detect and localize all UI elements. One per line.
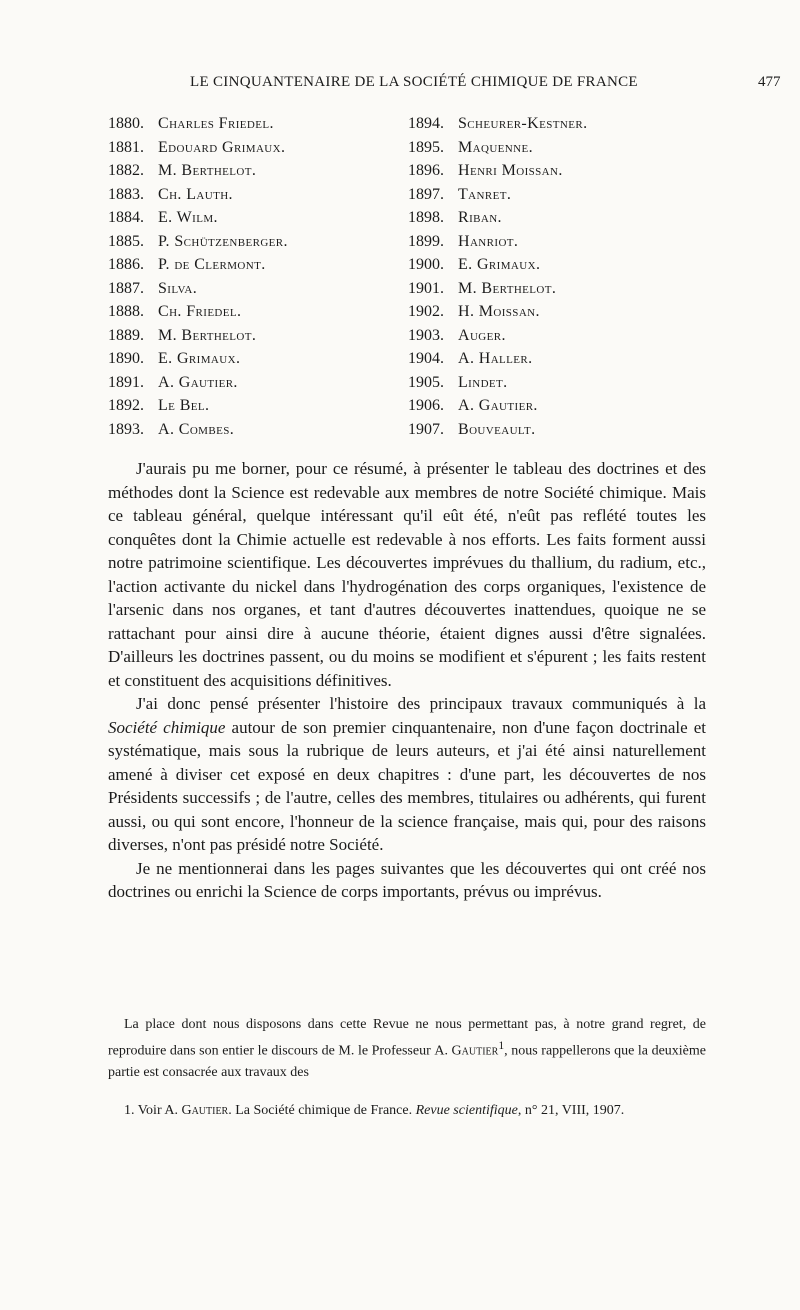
presidents-list-right (408, 112, 708, 441)
president-name: Riban. (458, 209, 502, 226)
president-name: A. Combes. (158, 420, 235, 438)
president-name: Maquenne. (458, 138, 533, 156)
list-item (108, 206, 398, 230)
list-item (108, 277, 398, 301)
president-name: Ch. Friedel. (158, 303, 242, 320)
president-name: E. Wilm. (158, 209, 218, 226)
president-name: A. Gautier. (458, 397, 538, 414)
year: 1898. (408, 209, 444, 226)
list-item (408, 159, 708, 183)
year: 1899. (408, 232, 444, 250)
president-name: Charles Friedel. (158, 115, 274, 132)
president-name: M. Berthelot. (158, 326, 257, 344)
list-item (408, 206, 708, 230)
footnote (108, 1100, 706, 1121)
main-text (108, 457, 706, 904)
president-name: Ch. Lauth. (158, 185, 233, 203)
footnote-author: Gautier (181, 1103, 229, 1118)
society-name-italic: Société chimique (108, 717, 226, 737)
page-number: 477 (758, 74, 781, 90)
footnote-paragraph (108, 1100, 706, 1121)
president-name: Hanriot. (458, 232, 519, 250)
year: 1881. (108, 138, 144, 156)
list-item (408, 300, 708, 324)
year: 1906. (408, 397, 444, 414)
president-name: M. Berthelot. (158, 162, 257, 179)
president-name: E. Grimaux. (458, 256, 541, 273)
footnote-ref: 1 (498, 1039, 505, 1052)
editorial-note (108, 1014, 706, 1083)
year: 1886. (108, 256, 144, 273)
list-item (408, 347, 708, 371)
list-item (108, 136, 398, 160)
year: 1887. (108, 279, 144, 297)
footnote-start: Voir A. (134, 1103, 182, 1118)
president-name: Edouard Grimaux. (158, 138, 286, 156)
president-name: E. Grimaux. (158, 350, 241, 367)
list-item (108, 159, 398, 183)
year: 1903. (408, 326, 444, 344)
note-author: A. Gautier (434, 1043, 499, 1059)
president-name: Silva. (158, 279, 198, 297)
note-paragraph (108, 1014, 706, 1083)
list-item (108, 394, 398, 418)
year: 1893. (108, 420, 144, 438)
footnote-title: . La Société chimique de France. (228, 1103, 416, 1118)
president-name: H. Moissan. (458, 303, 540, 320)
paragraph-2 (108, 692, 706, 857)
paragraph-1: J'aurais pu me borner, pour ce résumé, à présenter le tableau des doctrines et des méthodes dont la Science est redevable aux membres de notre Société chimique. Mais ce tableau général, quelque intéressant qu'il eût été, n'eût pas reflété toutes les conquêtes dont la Chimie actuelle est redevable à nos efforts. Les faits forment aussi notre patrimoine scientifique. Les découvertes imprévues du thallium, du radium, etc., l'action activante du nickel dans l'hydrogénation des corps organiques, l'existence de l'arsenic dans nos organes, et tant d'autres découvertes inattendues, quoique ne se rattachant pour ainsi dire à aucune théorie, étaient dignes aussi d'être signalées. D'ailleurs les doctrines passent, ou du moins se modifient et s'épurent ; les faits restent et constituent des acquisitions définitives. (108, 459, 706, 690)
list-item (108, 347, 398, 371)
president-name: Henri Moissan. (458, 162, 563, 179)
running-title: LE CINQUANTENAIRE DE LA SOCIÉTÉ CHIMIQUE DE FRANCE (190, 74, 638, 90)
president-name: Bouveault. (458, 420, 536, 438)
paragraph-3: Je ne mentionnerai dans les pages suivantes que les découvertes qui ont créé nos doctrines ou enrichi la Science de corps importants, prévus ou imprévus. (108, 858, 706, 901)
list-item (408, 324, 708, 348)
list-item (408, 230, 708, 254)
president-name: Tanret. (458, 185, 512, 203)
footnote-journal: Revue scientifique (415, 1103, 518, 1118)
paragraph-2-start: J'ai donc pensé présenter l'histoire des principaux travaux communiqués à la (136, 694, 706, 713)
list-item (108, 418, 398, 442)
list-item (408, 371, 708, 395)
note-end: , nous rappellerons que la deuxième partie est consacrée aux travaux des (108, 1043, 706, 1080)
year: 1901. (408, 279, 444, 297)
year: 1888. (108, 303, 144, 320)
president-name: Lindet. (458, 373, 508, 391)
list-item (408, 112, 708, 136)
list-item (408, 418, 708, 442)
presidents-list-left (108, 112, 398, 441)
year: 1885. (108, 232, 144, 250)
footnote-end: , n° 21, VIII, 1907. (517, 1103, 625, 1118)
list-item (108, 112, 398, 136)
year: 1902. (408, 303, 444, 320)
year: 1892. (108, 397, 144, 414)
year: 1907. (408, 420, 444, 438)
year: 1894. (408, 115, 444, 132)
list-item (108, 230, 398, 254)
president-name: P. de Clermont. (158, 256, 266, 273)
list-item (408, 277, 708, 301)
year: 1904. (408, 350, 444, 367)
year: 1896. (408, 162, 444, 179)
president-name: Auger. (458, 326, 506, 344)
year: 1905. (408, 373, 444, 391)
year: 1880. (108, 115, 144, 132)
year: 1889. (108, 326, 144, 344)
year: 1900. (408, 256, 444, 273)
paragraph-2-end: autour de son premier cinquantenaire, non d'une façon doctrinale et systématique, mais sous la rubrique de leurs auteurs, et j'ai été ainsi naturellement amené à diviser cet exposé en deux chapitres : d'une part, les découvertes de nos Présidents successifs ; de l'autre, celles des membres, titulaires ou adhérents, qui furent aussi, ou qui sont encore, l'honneur de la science française, mais qui, pour des raisons diverses, n'ont pas présidé notre Société. (108, 717, 706, 854)
list-item (108, 324, 398, 348)
running-header (0, 74, 800, 104)
list-item (108, 300, 398, 324)
year: 1895. (408, 138, 444, 156)
note-start: La place dont nous disposons dans cette Revue ne nous permettant pas, à notre grand regret, de reproduire dans son entier le discours de M. le Professeur (108, 1017, 706, 1059)
year: 1884. (108, 209, 144, 226)
year: 1891. (108, 373, 144, 391)
list-item (408, 394, 708, 418)
list-item (408, 136, 708, 160)
list-item (108, 371, 398, 395)
year: 1883. (108, 185, 144, 203)
president-name: Le Bel. (158, 397, 210, 414)
year: 1890. (108, 350, 144, 367)
president-name: A. Haller. (458, 350, 533, 367)
list-item (408, 183, 708, 207)
president-name: A. Gautier. (158, 373, 238, 391)
president-name: Scheurer-Kestner. (458, 115, 588, 132)
president-name: P. Schützenberger. (158, 232, 288, 250)
footnote-marker: 1. (124, 1103, 135, 1118)
year: 1882. (108, 162, 144, 179)
list-item (408, 253, 708, 277)
list-item (108, 183, 398, 207)
year: 1897. (408, 185, 444, 203)
president-name: M. Berthelot. (458, 279, 557, 297)
list-item (108, 253, 398, 277)
